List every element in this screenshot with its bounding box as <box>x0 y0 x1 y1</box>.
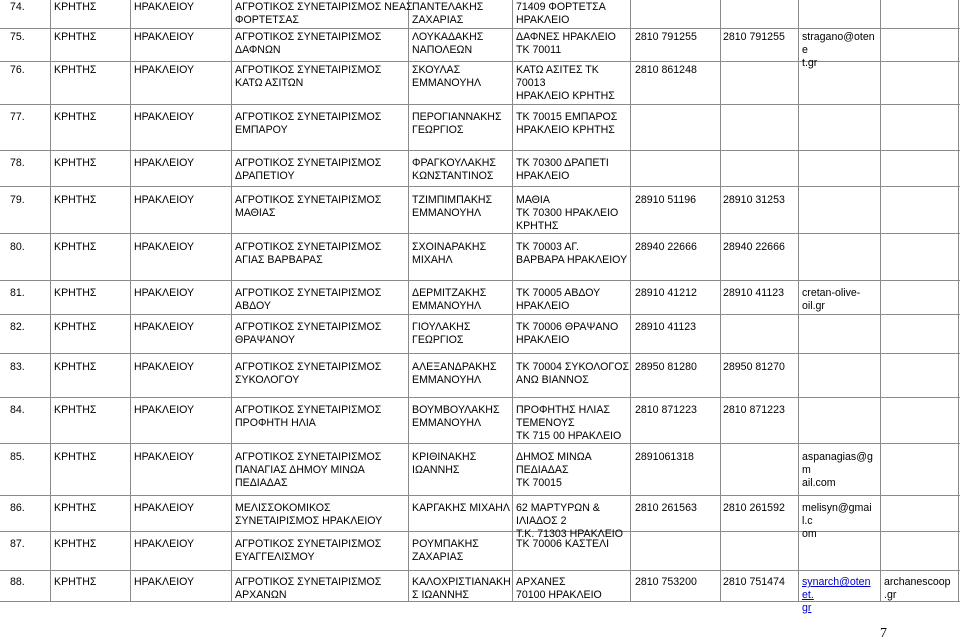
address-cell-line: ΗΡΑΚΛΕΙΟ ΚΡΗΤΗΣ <box>516 90 615 102</box>
president-cell-line: ΚΑΛΟΧΡΙΣΤΙΑΝΑΚΗ <box>412 576 511 588</box>
address-cell-line: ΒΑΡΒΑΡΑ ΗΡΑΚΛΕΙΟΥ <box>516 254 628 266</box>
email-cell-line: om <box>802 528 817 540</box>
row-divider <box>0 314 960 315</box>
cooperative-name-cell-line: ΘΡΑΨΑΝΟΥ <box>235 334 296 346</box>
row-divider <box>0 280 960 281</box>
cooperative-name-cell <box>235 361 407 387</box>
row-number: 76. <box>10 64 25 76</box>
cooperative-name-cell <box>235 321 407 347</box>
cooperative-name-cell-line: ΑΡΧΑΝΩΝ <box>235 589 287 601</box>
address-cell-line: ΑΡΧΑΝΕΣ <box>516 576 566 588</box>
president-cell-line: ΓΕΩΡΓΙΟΣ <box>412 334 464 346</box>
row-number: 88. <box>10 576 25 588</box>
address-cell-line: 70100 ΗΡΑΚΛΕΙΟ <box>516 589 602 601</box>
address-cell <box>516 1 628 27</box>
president-cell <box>412 451 512 477</box>
phone-cell: 2810 871223 <box>635 404 697 416</box>
president-cell <box>412 111 512 137</box>
city-cell: ΗΡΑΚΛΕΙΟΥ <box>134 576 195 588</box>
email-cell-line: cretan-olive- <box>802 287 861 299</box>
column-divider <box>130 0 131 601</box>
row-divider <box>0 28 960 29</box>
prefecture-cell: ΚΡΗΤΗΣ <box>54 576 97 588</box>
president-cell <box>412 404 512 430</box>
address-cell <box>516 194 628 233</box>
address-cell-line: ΤΕΜΕΝΟΥΣ <box>516 417 575 429</box>
prefecture-cell: ΚΡΗΤΗΣ <box>54 64 97 76</box>
cooperative-name-cell-line: ΠΕΔΙΑΔΑΣ <box>235 477 288 489</box>
email-cell-line: melisyn@gmail.c <box>802 502 872 527</box>
city-cell: ΗΡΑΚΛΕΙΟΥ <box>134 157 195 169</box>
email-cell-line[interactable]: gr <box>802 602 812 614</box>
president-cell-line: ΣΧΟΙΝΑΡΑΚΗΣ <box>412 241 487 253</box>
city-cell: ΗΡΑΚΛΕΙΟΥ <box>134 1 195 13</box>
cooperative-name-cell-line: ΑΓΡΟΤΙΚΟΣ ΣΥΝΕΤΑΙΡΙΣΜΟΣ <box>235 287 382 299</box>
prefecture-cell: ΚΡΗΤΗΣ <box>54 404 97 416</box>
city-cell: ΗΡΑΚΛΕΙΟΥ <box>134 194 195 206</box>
address-cell <box>516 31 628 57</box>
address-cell-line: ΗΡΑΚΛΕΙΟ ΚΡΗΤΗΣ <box>516 124 615 136</box>
address-cell-line: ΔΗΜΟΣ ΜΙΝΩΑ <box>516 451 592 463</box>
president-cell-line: ΓΕΩΡΓΙΟΣ <box>412 124 464 136</box>
president-cell <box>412 538 512 564</box>
phone-cell: 2810 791255 <box>635 31 697 43</box>
cooperative-name-cell <box>235 538 407 564</box>
president-cell-line: ΕΜΜΑΝΟΥΗΛ <box>412 417 482 429</box>
column-divider <box>630 0 631 601</box>
president-cell-line: ΜΙΧΑΗΛ <box>412 254 453 266</box>
president-cell-line: ΔΕΡΜΙΤΖΑΚΗΣ <box>412 287 487 299</box>
column-divider <box>50 0 51 601</box>
city-cell: ΗΡΑΚΛΕΙΟΥ <box>134 538 195 550</box>
prefecture-cell: ΚΡΗΤΗΣ <box>54 502 97 514</box>
cooperative-name-cell <box>235 194 407 220</box>
cooperative-name-cell-line: ΑΓΡΟΤΙΚΟΣ ΣΥΝΕΤΑΙΡΙΣΜΟΣ <box>235 538 382 550</box>
cooperative-name-cell <box>235 576 407 602</box>
cooperative-name-cell-line: ΣΥΝΕΤΑΙΡΙΣΜΟΣ ΗΡΑΚΛΕΙΟΥ <box>235 515 383 527</box>
president-cell <box>412 31 512 57</box>
president-cell-line: ΖΑΧΑΡΙΑΣ <box>412 14 464 26</box>
row-number: 75. <box>10 31 25 43</box>
website-cell-line: archanescoop <box>884 576 951 588</box>
address-cell-line: ΚΡΗΤΗΣ <box>516 220 559 232</box>
email-cell-line[interactable]: synarch@otenet. <box>802 576 871 601</box>
cooperative-name-cell-line: ΑΓΡΟΤΙΚΟΣ ΣΥΝΕΤΑΙΡΙΣΜΟΣ ΝΕΑΣ <box>235 1 413 13</box>
cooperative-name-cell-line: ΕΥΑΓΓΕΛΙΣΜΟΥ <box>235 551 315 563</box>
address-cell-line: ΗΡΑΚΛΕΙΟ <box>516 334 570 346</box>
cooperative-name-cell <box>235 31 407 57</box>
address-cell-line: ΤΚ 70006 ΚΑΣΤΕΛΙ <box>516 538 610 550</box>
cooperative-name-cell-line: ΕΜΠΑΡΟΥ <box>235 124 288 136</box>
address-cell <box>516 502 628 541</box>
column-divider <box>408 0 409 601</box>
phone-cell: 28910 51196 <box>635 194 697 206</box>
address-cell-line: ΤΚ 70005 ΑΒΔΟΥ <box>516 287 601 299</box>
email-cell-line: oil.gr <box>802 300 825 312</box>
fax-cell: 28910 31253 <box>723 194 785 206</box>
fax-cell: 2810 871223 <box>723 404 785 416</box>
president-cell-line: ΒΟΥΜΒΟΥΛΑΚΗΣ <box>412 404 500 416</box>
address-cell-line: ΤΚ 70011 <box>516 44 562 56</box>
column-divider <box>880 0 881 601</box>
cooperative-name-cell <box>235 64 407 90</box>
email-cell-line: stragano@otene <box>802 31 875 56</box>
president-cell-line: ΤΖΙΜΠΙΜΠΑΚΗΣ <box>412 194 493 206</box>
email-cell-line: aspanagias@gm <box>802 451 873 476</box>
address-cell <box>516 538 628 551</box>
column-divider <box>512 0 513 601</box>
cooperative-name-cell-line: ΑΒΔΟΥ <box>235 300 271 312</box>
address-cell <box>516 157 628 183</box>
address-cell-line: ΤΚ 70006 ΘΡΑΨΑΝΟ <box>516 321 619 333</box>
cooperative-name-cell <box>235 502 407 528</box>
column-divider <box>958 0 959 601</box>
address-cell-line: ΤΚ 715 00 ΗΡΑΚΛΕΙΟ <box>516 430 622 442</box>
row-number: 79. <box>10 194 25 206</box>
president-cell <box>412 194 512 220</box>
president-cell-line: ΛΟΥΚΑΔΑΚΗΣ <box>412 31 484 43</box>
president-cell-line: ΡΟΥΜΠΑΚΗΣ <box>412 538 479 550</box>
address-cell-line: ΤΚ 70015 <box>516 477 562 489</box>
cooperative-name-cell <box>235 241 407 267</box>
fax-cell: 28940 22666 <box>723 241 785 253</box>
website-cell-line: .gr <box>884 589 897 601</box>
prefecture-cell: ΚΡΗΤΗΣ <box>54 111 97 123</box>
address-cell <box>516 576 628 602</box>
prefecture-cell: ΚΡΗΤΗΣ <box>54 194 97 206</box>
address-cell-line: ΤΚ 70003 ΑΓ. <box>516 241 579 253</box>
president-cell <box>412 157 512 183</box>
row-number: 85. <box>10 451 25 463</box>
row-divider <box>0 570 960 571</box>
cooperative-name-cell <box>235 451 407 490</box>
row-number: 83. <box>10 361 25 373</box>
president-cell-line: ΕΜΜΑΝΟΥΗΛ <box>412 374 482 386</box>
president-cell <box>412 241 512 267</box>
city-cell: ΗΡΑΚΛΕΙΟΥ <box>134 404 195 416</box>
address-cell-line: ΤΚ 70004 ΣΥΚΟΛΟΓΟΣ <box>516 361 630 373</box>
president-cell <box>412 576 512 602</box>
address-cell <box>516 287 628 313</box>
address-cell <box>516 321 628 347</box>
row-divider <box>0 150 960 151</box>
email-cell <box>802 31 876 70</box>
row-divider <box>0 104 960 105</box>
row-divider <box>0 397 960 398</box>
address-cell-line: ΤΚ 70015 ΕΜΠΑΡΟΣ <box>516 111 618 123</box>
phone-cell: 28910 41212 <box>635 287 697 299</box>
cooperative-name-cell-line: ΑΓΡΟΤΙΚΟΣ ΣΥΝΕΤΑΙΡΙΣΜΟΣ <box>235 111 382 123</box>
president-cell-line: ΑΛΕΞΑΝΔΡΑΚΗΣ <box>412 361 497 373</box>
cooperative-name-cell-line: ΣΥΚΟΛΟΓΟΥ <box>235 374 300 386</box>
address-cell <box>516 451 628 490</box>
prefecture-cell: ΚΡΗΤΗΣ <box>54 321 97 333</box>
cooperative-name-cell-line: ΑΓΡΟΤΙΚΟΣ ΣΥΝΕΤΑΙΡΙΣΜΟΣ <box>235 451 382 463</box>
president-cell-line: ΕΜΜΑΝΟΥΗΛ <box>412 300 482 312</box>
row-divider <box>0 186 960 187</box>
fax-cell: 2810 751474 <box>723 576 785 588</box>
president-cell-line: ΚΩΝΣΤΑΝΤΙΝΟΣ <box>412 170 494 182</box>
cooperative-name-cell-line: ΚΑΤΩ ΑΣΙΤΩΝ <box>235 77 304 89</box>
row-number: 86. <box>10 502 25 514</box>
president-cell-line: ΠΑΝΤΕΛΑΚΗΣ <box>412 1 484 13</box>
row-divider <box>0 353 960 354</box>
president-cell <box>412 321 512 347</box>
president-cell-line: ΕΜΜΑΝΟΥΗΛ <box>412 77 482 89</box>
cooperative-name-cell <box>235 111 407 137</box>
address-cell-line: ΠΡΟΦΗΤΗΣ ΗΛΙΑΣ <box>516 404 610 416</box>
address-cell-line: Τ.Κ. 71303 ΗΡΑΚΛΕΙΟ <box>516 528 623 540</box>
cooperative-name-cell-line: ΑΓΡΟΤΙΚΟΣ ΣΥΝΕΤΑΙΡΙΣΜΟΣ <box>235 157 382 169</box>
president-cell-line: ΣΚΟΥΛΑΣ <box>412 64 461 76</box>
address-cell-line: ΗΡΑΚΛΕΙΟ <box>516 14 570 26</box>
email-cell <box>802 502 876 541</box>
city-cell: ΗΡΑΚΛΕΙΟΥ <box>134 321 195 333</box>
president-cell-line: Σ ΙΩΑΝΝΗΣ <box>412 589 469 601</box>
column-divider <box>798 0 799 601</box>
address-cell-line: ΙΛΙΑΔΟΣ 2 <box>516 515 567 527</box>
row-number: 87. <box>10 538 25 550</box>
address-cell-line: ΤΚ 70300 ΔΡΑΠΕΤΙ <box>516 157 609 169</box>
address-cell <box>516 404 628 443</box>
address-cell-line: ΗΡΑΚΛΕΙΟ <box>516 300 570 312</box>
cooperative-name-cell-line: ΑΓΡΟΤΙΚΟΣ ΣΥΝΕΤΑΙΡΙΣΜΟΣ <box>235 576 382 588</box>
address-cell-line: 71409 ΦΟΡΤΕΤΣΑ <box>516 1 606 13</box>
address-cell-line: ΜΑΘΙΑ <box>516 194 550 206</box>
president-cell-line: ΦΡΑΓΚΟΥΛΑΚΗΣ <box>412 157 496 169</box>
row-divider <box>0 495 960 496</box>
prefecture-cell: ΚΡΗΤΗΣ <box>54 361 97 373</box>
phone-cell: 2810 261563 <box>635 502 697 514</box>
address-cell-line: ΑΝΩ ΒΙΑΝΝΟΣ <box>516 374 589 386</box>
fax-cell: 2810 791255 <box>723 31 785 43</box>
address-cell-line: ΠΕΔΙΑΔΑΣ <box>516 464 569 476</box>
row-divider <box>0 443 960 444</box>
cooperative-name-cell-line: ΜΕΛΙΣΣΟΚΟΜΙΚΟΣ <box>235 502 331 514</box>
row-number: 78. <box>10 157 25 169</box>
row-number: 80. <box>10 241 25 253</box>
president-cell-line: ΚΑΡΓΑΚΗΣ ΜΙΧΑΗΛ <box>412 502 510 514</box>
column-divider <box>231 0 232 601</box>
row-number: 74. <box>10 1 25 13</box>
president-cell <box>412 361 512 387</box>
president-cell <box>412 502 512 515</box>
city-cell: ΗΡΑΚΛΕΙΟΥ <box>134 361 195 373</box>
cooperative-name-cell-line: ΦΟΡΤΕΤΣΑΣ <box>235 14 299 26</box>
phone-cell: 2810 753200 <box>635 576 697 588</box>
prefecture-cell: ΚΡΗΤΗΣ <box>54 241 97 253</box>
phone-cell: 2810 861248 <box>635 64 697 76</box>
address-cell <box>516 361 628 387</box>
address-cell-line: ΚΑΤΩ ΑΣΙΤΕΣ ΤΚ <box>516 64 599 76</box>
email-cell <box>802 287 876 313</box>
cooperative-name-cell <box>235 1 413 27</box>
cooperative-name-cell <box>235 157 407 183</box>
phone-cell: 28910 41123 <box>635 321 697 333</box>
row-number: 84. <box>10 404 25 416</box>
email-cell[interactable] <box>802 576 876 615</box>
row-number: 77. <box>10 111 25 123</box>
cooperative-name-cell <box>235 404 407 430</box>
fax-cell: 2810 261592 <box>723 502 785 514</box>
prefecture-cell: ΚΡΗΤΗΣ <box>54 157 97 169</box>
cooperative-name-cell-line: ΔΑΦΝΩΝ <box>235 44 281 56</box>
row-divider <box>0 233 960 234</box>
president-cell-line: ΕΜΜΑΝΟΥΗΛ <box>412 207 482 219</box>
address-cell-line: 62 ΜΑΡΤΥΡΩΝ & <box>516 502 600 514</box>
email-cell <box>802 451 876 490</box>
city-cell: ΗΡΑΚΛΕΙΟΥ <box>134 451 195 463</box>
cooperative-name-cell-line: ΠΑΝΑΓΙΑΣ ΔΗΜΟΥ ΜΙΝΩΑ <box>235 464 365 476</box>
city-cell: ΗΡΑΚΛΕΙΟΥ <box>134 502 195 514</box>
row-number: 81. <box>10 287 25 299</box>
fax-cell: 28950 81270 <box>723 361 785 373</box>
email-cell-line: ail.com <box>802 477 836 489</box>
cooperative-name-cell <box>235 287 407 313</box>
cooperative-name-cell-line: ΔΡΑΠΕΤΙΟΥ <box>235 170 295 182</box>
address-cell <box>516 64 628 103</box>
cooperative-name-cell-line: ΑΓΡΟΤΙΚΟΣ ΣΥΝΕΤΑΙΡΙΣΜΟΣ <box>235 194 382 206</box>
president-cell-line: ΖΑΧΑΡΙΑΣ <box>412 551 464 563</box>
address-cell <box>516 111 628 137</box>
prefecture-cell: ΚΡΗΤΗΣ <box>54 31 97 43</box>
phone-cell: 2891061318 <box>635 451 694 463</box>
page-number: 7 <box>880 626 887 641</box>
city-cell: ΗΡΑΚΛΕΙΟΥ <box>134 287 195 299</box>
email-cell-line: t.gr <box>802 57 818 69</box>
president-cell-line: ΠΕΡΟΓΙΑΝΝΑΚΗΣ <box>412 111 502 123</box>
fax-cell: 28910 41123 <box>723 287 785 299</box>
address-cell-line: ΤΚ 70300 ΗΡΑΚΛΕΙΟ <box>516 207 619 219</box>
phone-cell: 28940 22666 <box>635 241 697 253</box>
city-cell: ΗΡΑΚΛΕΙΟΥ <box>134 111 195 123</box>
city-cell: ΗΡΑΚΛΕΙΟΥ <box>134 31 195 43</box>
president-cell-line: ΝΑΠΟΛΕΩΝ <box>412 44 473 56</box>
president-cell <box>412 64 512 90</box>
address-cell-line: ΔΑΦΝΕΣ ΗΡΑΚΛΕΙΟ <box>516 31 616 43</box>
address-cell <box>516 241 628 267</box>
row-number: 82. <box>10 321 25 333</box>
website-cell <box>884 576 956 602</box>
prefecture-cell: ΚΡΗΤΗΣ <box>54 1 97 13</box>
cooperative-name-cell-line: ΠΡΟΦΗΤΗ ΗΛΙΑ <box>235 417 316 429</box>
cooperative-name-cell-line: ΜΑΘΙΑΣ <box>235 207 276 219</box>
cooperative-name-cell-line: ΑΓΡΟΤΙΚΟΣ ΣΥΝΕΤΑΙΡΙΣΜΟΣ <box>235 321 382 333</box>
president-cell <box>412 287 512 313</box>
president-cell-line: ΚΡΙΘΙΝΑΚΗΣ <box>412 451 477 463</box>
address-cell-line: 70013 <box>516 77 546 89</box>
president-cell <box>412 1 512 27</box>
city-cell: ΗΡΑΚΛΕΙΟΥ <box>134 64 195 76</box>
prefecture-cell: ΚΡΗΤΗΣ <box>54 538 97 550</box>
president-cell-line: ΙΩΑΝΝΗΣ <box>412 464 460 476</box>
cooperative-name-cell-line: ΑΓΙΑΣ ΒΑΡΒΑΡΑΣ <box>235 254 323 266</box>
cooperative-name-cell-line: ΑΓΡΟΤΙΚΟΣ ΣΥΝΕΤΑΙΡΙΣΜΟΣ <box>235 64 382 76</box>
president-cell-line: ΓΙΟΥΛΑΚΗΣ <box>412 321 471 333</box>
cooperative-name-cell-line: ΑΓΡΟΤΙΚΟΣ ΣΥΝΕΤΑΙΡΙΣΜΟΣ <box>235 361 382 373</box>
cooperative-name-cell-line: ΑΓΡΟΤΙΚΟΣ ΣΥΝΕΤΑΙΡΙΣΜΟΣ <box>235 404 382 416</box>
cooperative-name-cell-line: ΑΓΡΟΤΙΚΟΣ ΣΥΝΕΤΑΙΡΙΣΜΟΣ <box>235 241 382 253</box>
cooperative-name-cell-line: ΑΓΡΟΤΙΚΟΣ ΣΥΝΕΤΑΙΡΙΣΜΟΣ <box>235 31 382 43</box>
address-cell-line: ΗΡΑΚΛΕΙΟ <box>516 170 570 182</box>
phone-cell: 28950 81280 <box>635 361 697 373</box>
prefecture-cell: ΚΡΗΤΗΣ <box>54 287 97 299</box>
city-cell: ΗΡΑΚΛΕΙΟΥ <box>134 241 195 253</box>
prefecture-cell: ΚΡΗΤΗΣ <box>54 451 97 463</box>
